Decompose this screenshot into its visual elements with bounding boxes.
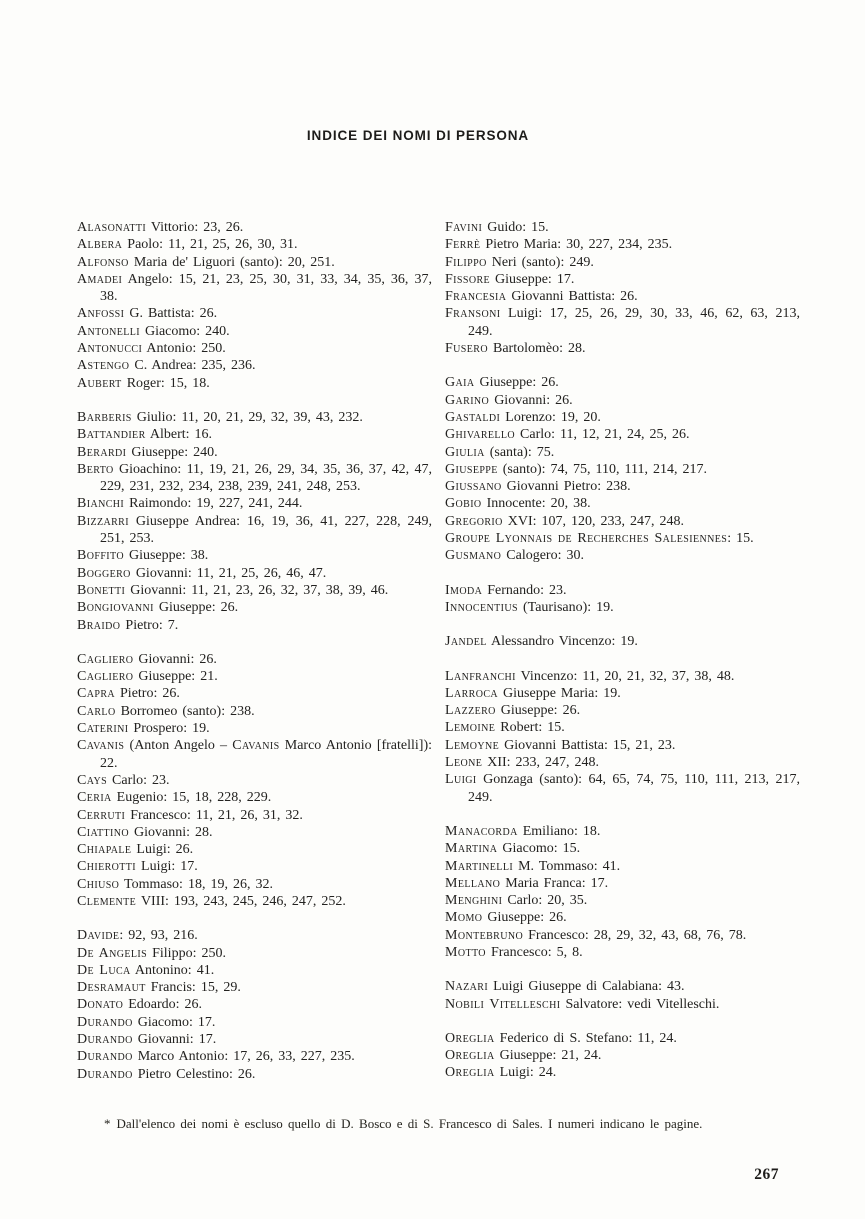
entry-surname: Berardi <box>77 444 127 460</box>
index-group-i <box>445 582 800 617</box>
index-entry <box>445 495 800 512</box>
entry-detail: Francesco: 11, 21, 26, 31, 32. <box>125 807 303 823</box>
index-entry <box>77 1048 432 1065</box>
entry-detail: Paolo: 11, 21, 25, 26, 30, 31. <box>122 237 298 253</box>
entry-surname: Chierotti <box>77 859 137 875</box>
index-group-g <box>445 374 800 564</box>
entry-surname: Imoda <box>445 582 483 598</box>
index-group-n <box>445 978 800 1013</box>
entry-surname: Giulia <box>445 444 485 460</box>
index-entry <box>445 702 800 719</box>
index-entry <box>445 633 800 650</box>
index-entry <box>77 375 432 392</box>
entry-surname: Battandier <box>77 427 146 443</box>
entry-surname: Berto <box>77 461 114 477</box>
entry-surname: Larroca <box>445 685 499 701</box>
entry-detail: Pietro: 26. <box>115 686 180 702</box>
index-columns <box>77 219 800 1083</box>
entry-surname: Fusero <box>445 341 488 357</box>
index-group-c <box>77 651 432 910</box>
entry-detail: Antonino: 41. <box>130 962 215 978</box>
entry-detail: Giuseppe: 17. <box>490 271 575 287</box>
index-entry <box>77 617 432 634</box>
footnote-text: Dall'elenco dei nomi è escluso quello di D. Bosco e di S. Francesco di Sales. I numeri indicano le pagine. <box>116 1116 703 1131</box>
index-entry <box>77 858 432 875</box>
entry-detail: Gioachino: 11, 19, 21, 26, 29, 34, 35, 36, 37, 42, 47, 229, 231, 232, 234, 238, 239, 241, 248, 253. <box>100 461 432 495</box>
entry-surname: Durando <box>77 1014 133 1030</box>
entry-detail: Federico di S. Stefano: 11, 24. <box>494 1030 677 1046</box>
page-title: INDICE DEI NOMI DI PERSONA <box>306 128 530 143</box>
entry-surname: Durando <box>77 1066 133 1082</box>
entry-surname: Antonelli <box>77 323 140 339</box>
index-entry <box>445 271 800 288</box>
entry-detail: Vincenzo: 11, 20, 21, 32, 37, 38, 48. <box>515 668 735 684</box>
entry-surname: Ghivarello <box>445 427 516 443</box>
entry-surname: Carlo <box>77 703 116 719</box>
entry-surname: Giussano <box>445 479 502 495</box>
page-number: 267 <box>754 1166 779 1183</box>
entry-detail: Tommaso: 18, 19, 26, 32. <box>119 876 273 892</box>
entry-detail: Marco Antonio [fratelli]): 22. <box>100 738 433 771</box>
entry-detail: : 92, 93, 216. <box>119 928 198 944</box>
entry-surname: Manacorda <box>445 823 518 839</box>
entry-surname: De Angelis <box>77 945 148 961</box>
entry-detail: Giacomo: 17. <box>132 1014 216 1030</box>
index-entry <box>445 1047 800 1064</box>
index-entry <box>77 323 432 340</box>
index-entry <box>445 288 800 305</box>
entry-surname: Oreglia <box>445 1048 495 1064</box>
entry-detail: Giovanni: 26. <box>133 651 217 667</box>
entry-detail: Luigi: 17. <box>136 859 198 875</box>
index-entry <box>77 461 432 496</box>
index-entry <box>77 340 432 357</box>
entry-surname: Amadei <box>77 271 123 287</box>
entry-detail: Francis: 15, 29. <box>145 980 241 996</box>
index-entry <box>77 876 432 893</box>
entry-detail: Angelo: 15, 21, 23, 25, 30, 31, 33, 34, 35, 36, 37, 38. <box>100 271 432 305</box>
entry-surname: Chiuso <box>77 876 120 892</box>
entry-surname: Filippo <box>445 254 487 270</box>
index-entry <box>445 374 800 391</box>
entry-surname: Lanfranchi <box>445 668 516 684</box>
entry-surname: Chiapale <box>77 842 132 858</box>
entry-detail: Emiliano: 18. <box>517 823 601 839</box>
index-entry <box>77 685 432 702</box>
index-group-b <box>77 409 432 634</box>
entry-detail: Giuseppe Andrea: 16, 19, 36, 41, 227, 228, 249, 251, 253. <box>100 513 432 547</box>
entry-surname: Cagliero <box>77 669 134 685</box>
index-column-right <box>445 219 800 1083</box>
entry-surname: Cerruti <box>77 807 126 823</box>
entry-surname: Antonucci <box>77 341 143 357</box>
index-entry <box>77 236 432 253</box>
index-entry <box>445 547 800 564</box>
footnote-marker: * <box>104 1116 111 1131</box>
index-entry <box>77 547 432 564</box>
index-entry <box>77 271 432 306</box>
index-entry <box>77 513 432 548</box>
index-entry <box>77 357 432 374</box>
index-entry <box>77 824 432 841</box>
entry-surname: Bizzarri <box>77 513 129 529</box>
index-entry <box>445 461 800 478</box>
index-entry <box>445 409 800 426</box>
index-group-l <box>445 668 800 806</box>
index-entry <box>445 478 800 495</box>
entry-surname: Anfossi <box>77 306 125 322</box>
index-entry <box>445 719 800 736</box>
entry-detail: Bartolomèo: 28. <box>487 341 586 357</box>
entry-detail: Guido: 15. <box>482 220 549 235</box>
entry-detail: Maria Franca: 17. <box>500 875 609 891</box>
entry-surname: Donato <box>77 997 124 1013</box>
index-entry <box>77 996 432 1013</box>
entry-detail: Giovanni Pietro: 238. <box>501 479 631 495</box>
entry-surname: Bongiovanni <box>77 600 154 616</box>
entry-surname: Momo <box>445 910 483 926</box>
entry-surname: Barberis <box>77 409 132 425</box>
entry-surname: Albera <box>77 237 123 253</box>
entry-detail: Marco Antonio: 17, 26, 33, 227, 235. <box>132 1049 355 1065</box>
entry-detail: Giovanni Battista: 15, 21, 23. <box>499 737 676 753</box>
entry-detail: Carlo: 23. <box>107 772 170 788</box>
index-entry <box>77 737 432 772</box>
entry-detail: Francesco: 5, 8. <box>485 944 583 960</box>
index-group-m <box>445 823 800 961</box>
index-entry <box>77 668 432 685</box>
index-entry <box>77 444 432 461</box>
entry-detail: Prospero: 19. <box>128 721 210 737</box>
entry-surname: Desramaut <box>77 980 146 996</box>
index-entry <box>445 737 800 754</box>
entry-detail: Giuseppe: 21. <box>133 669 218 685</box>
entry-detail: Lorenzo: 19, 20. <box>500 409 601 425</box>
entry-surname: Oreglia <box>445 1065 495 1081</box>
index-entry <box>77 219 432 236</box>
entry-detail: M. Tommaso: 41. <box>513 858 621 874</box>
index-entry <box>77 841 432 858</box>
index-entry <box>77 305 432 322</box>
index-entry <box>77 1066 432 1083</box>
entry-detail: : 15. <box>727 531 754 547</box>
entry-surname: Aubert <box>77 375 122 391</box>
entry-surname: Boffito <box>77 548 124 564</box>
entry-surname: Francesia <box>445 289 507 305</box>
entry-surname: Cavanis <box>232 738 280 754</box>
index-entry <box>445 892 800 909</box>
entry-surname: Lemoine <box>445 720 496 736</box>
entry-surname: Fransoni <box>445 306 501 322</box>
entry-detail: (Anton Angelo – <box>124 738 233 754</box>
entry-detail: Vittorio: 23, 26. <box>146 220 244 235</box>
index-entry <box>77 962 432 979</box>
entry-surname: Gregorio <box>445 513 503 529</box>
entry-detail: (Taurisano): 19. <box>517 599 614 615</box>
entry-detail: Giacomo: 15. <box>497 841 581 857</box>
index-entry <box>445 927 800 944</box>
entry-detail: Gonzaga (santo): 64, 65, 74, 75, 110, 111, 213, 217, 249. <box>468 772 800 805</box>
index-entry <box>77 893 432 910</box>
index-entry <box>445 254 800 271</box>
index-entry <box>77 945 432 962</box>
entry-surname: Favini <box>445 220 483 235</box>
entry-detail: Giuseppe: 26. <box>153 600 239 616</box>
index-entry <box>445 236 800 253</box>
entry-detail: Roger: 15, 18. <box>121 375 210 391</box>
entry-detail: Alessandro Vincenzo: 19. <box>486 634 638 650</box>
entry-detail: Giuseppe: 21, 24. <box>494 1048 602 1064</box>
entry-detail: Giovanni: 17. <box>132 1032 217 1048</box>
index-entry <box>445 513 800 530</box>
entry-detail: Raimondo: 19, 227, 241, 244. <box>124 496 303 512</box>
entry-surname: Gaia <box>445 375 475 391</box>
entry-detail: Giuseppe: 26. <box>495 703 581 719</box>
index-group-d <box>77 927 432 1083</box>
entry-detail: Borromeo (santo): 238. <box>115 703 255 719</box>
entry-surname: Groupe Lyonnais de Recherches Salesiennes <box>445 531 728 547</box>
entry-detail: Luigi: 24. <box>494 1065 557 1081</box>
entry-surname: Ferrè <box>445 237 481 253</box>
index-entry <box>445 944 800 961</box>
entry-detail: Giovanni: 11, 21, 23, 26, 32, 37, 38, 39, 46. <box>125 582 389 598</box>
entry-surname: De Luca <box>77 962 131 978</box>
entry-surname: Innocentius <box>445 599 518 615</box>
entry-detail: Salvatore: vedi Vitelleschi. <box>560 996 720 1012</box>
entry-detail: Giulio: 11, 20, 21, 29, 32, 39, 43, 232. <box>131 409 363 425</box>
entry-surname: Montebruno <box>445 927 524 943</box>
entry-surname: Motto <box>445 944 486 960</box>
entry-detail: G. Battista: 26. <box>124 306 218 322</box>
footnote <box>104 1116 800 1132</box>
index-entry <box>77 927 432 944</box>
index-entry <box>445 599 800 616</box>
entry-detail: Giuseppe: 38. <box>123 548 209 564</box>
entry-surname: Boggero <box>77 565 131 581</box>
entry-surname: Durando <box>77 1049 133 1065</box>
entry-surname: Giuseppe <box>445 461 498 477</box>
entry-surname: Martinelli <box>445 858 514 874</box>
index-entry <box>77 1014 432 1031</box>
entry-surname: Menghini <box>445 893 503 909</box>
index-group-f <box>445 219 800 357</box>
entry-detail: Luigi Giuseppe di Calabiana: 43. <box>488 979 685 995</box>
index-entry <box>445 340 800 357</box>
index-entry <box>77 599 432 616</box>
index-entry <box>77 807 432 824</box>
entry-surname: Nobili Vitelleschi <box>445 996 561 1012</box>
entry-detail: VIII: 193, 243, 245, 246, 247, 252. <box>136 893 346 909</box>
index-group-o <box>445 1030 800 1082</box>
index-entry <box>445 582 800 599</box>
index-entry <box>445 823 800 840</box>
entry-detail: Giovanni: 11, 21, 25, 26, 46, 47. <box>130 565 327 581</box>
index-entry <box>77 409 432 426</box>
entry-detail: Carlo: 11, 12, 21, 24, 25, 26. <box>515 427 690 443</box>
index-entry <box>77 582 432 599</box>
entry-surname: Bonetti <box>77 582 126 598</box>
entry-detail: Edoardo: 26. <box>123 997 203 1013</box>
entry-surname: Gobio <box>445 496 482 512</box>
entry-detail: Giovanni: 28. <box>128 824 213 840</box>
index-entry <box>445 771 800 806</box>
entry-detail: Antonio: 250. <box>142 341 226 357</box>
index-entry <box>445 668 800 685</box>
index-entry <box>445 426 800 443</box>
index-entry <box>445 978 800 995</box>
entry-surname: Martina <box>445 841 498 857</box>
entry-detail: Robert: 15. <box>495 720 565 736</box>
entry-detail: Giovanni: 26. <box>489 392 573 408</box>
index-entry <box>77 565 432 582</box>
entry-detail: Pietro: 7. <box>120 617 179 633</box>
index-entry <box>445 754 800 771</box>
entry-surname: Gastaldi <box>445 409 501 425</box>
entry-detail: (santo): 74, 75, 110, 111, 214, 217. <box>497 461 707 477</box>
index-entry <box>445 875 800 892</box>
entry-detail: Luigi: 26. <box>131 842 194 858</box>
entry-surname: Lemoyne <box>445 737 500 753</box>
entry-detail: Pietro Maria: 30, 227, 234, 235. <box>480 237 673 253</box>
entry-surname: Durando <box>77 1032 133 1048</box>
entry-surname: Fissore <box>445 271 491 287</box>
entry-detail: Filippo: 250. <box>147 945 226 961</box>
index-entry <box>77 720 432 737</box>
entry-surname: Oreglia <box>445 1030 495 1046</box>
entry-surname: Caterini <box>77 721 129 737</box>
index-group-j <box>445 633 800 650</box>
entry-detail: Neri (santo): 249. <box>486 254 594 270</box>
entry-surname: Mellano <box>445 875 501 891</box>
entry-surname: Alasonatti <box>77 220 147 235</box>
entry-detail: Giacomo: 240. <box>139 323 230 339</box>
index-entry <box>445 858 800 875</box>
entry-detail: Giovanni Battista: 26. <box>506 289 638 305</box>
entry-detail: (santa): 75. <box>484 444 555 460</box>
entry-surname: Cays <box>77 772 108 788</box>
index-column-left <box>77 219 432 1083</box>
index-group-a <box>77 219 432 392</box>
entry-detail: Giuseppe: 26. <box>482 910 567 926</box>
index-entry <box>445 530 800 547</box>
entry-surname: Jandel <box>445 634 487 650</box>
index-entry <box>445 1030 800 1047</box>
index-entry <box>77 979 432 996</box>
entry-surname: Braido <box>77 617 121 633</box>
index-entry <box>445 840 800 857</box>
entry-detail: XVI: 107, 120, 233, 247, 248. <box>502 513 685 529</box>
entry-detail: Giuseppe: 26. <box>474 375 559 391</box>
entry-surname: Luigi <box>445 772 477 788</box>
index-entry <box>77 703 432 720</box>
index-entry <box>77 254 432 271</box>
entry-surname: Garino <box>445 392 490 408</box>
entry-surname: Lazzero <box>445 703 496 719</box>
index-entry <box>77 426 432 443</box>
entry-detail: Albert: 16. <box>145 427 213 443</box>
entry-detail: Innocente: 20, 38. <box>481 496 591 512</box>
index-entry <box>77 1031 432 1048</box>
index-entry <box>445 1064 800 1081</box>
index-entry <box>445 219 800 236</box>
entry-surname: Ciattino <box>77 824 129 840</box>
index-entry <box>445 392 800 409</box>
entry-detail: Pietro Celestino: 26. <box>132 1066 256 1082</box>
entry-detail: Giuseppe: 240. <box>126 444 218 460</box>
entry-surname: Leone <box>445 755 483 771</box>
index-entry <box>77 789 432 806</box>
entry-detail: C. Andrea: 235, 236. <box>129 358 256 374</box>
entry-detail: Calogero: 30. <box>501 548 584 564</box>
entry-detail: Giuseppe Maria: 19. <box>498 685 621 701</box>
index-entry <box>445 305 800 340</box>
entry-detail: Francesco: 28, 29, 32, 43, 68, 76, 78. <box>523 927 747 943</box>
index-entry <box>445 444 800 461</box>
entry-surname: Cagliero <box>77 651 134 667</box>
entry-detail: Fernando: 23. <box>482 582 567 598</box>
entry-surname: Davide <box>77 928 120 944</box>
entry-detail: XII: 233, 247, 248. <box>482 755 600 771</box>
entry-detail: Luigi: 17, 25, 26, 29, 30, 33, 46, 62, 63, 213, 249. <box>468 306 800 339</box>
index-entry <box>445 909 800 926</box>
entry-detail: Eugenio: 15, 18, 228, 229. <box>111 790 272 806</box>
entry-detail: Carlo: 20, 35. <box>502 893 588 909</box>
index-entry <box>77 772 432 789</box>
entry-surname: Astengo <box>77 358 130 374</box>
entry-surname: Ceria <box>77 790 112 806</box>
index-entry <box>445 996 800 1013</box>
entry-detail: Maria de' Liguori (santo): 20, 251. <box>128 254 335 270</box>
entry-surname: Gusmano <box>445 548 502 564</box>
entry-surname: Alfonso <box>77 254 129 270</box>
index-entry <box>77 495 432 512</box>
entry-surname: Cavanis <box>77 738 125 754</box>
entry-surname: Nazari <box>445 979 489 995</box>
entry-surname: Clemente <box>77 893 137 909</box>
index-entry <box>445 685 800 702</box>
index-entry <box>77 651 432 668</box>
entry-surname: Bianchi <box>77 496 125 512</box>
entry-surname: Capra <box>77 686 116 702</box>
